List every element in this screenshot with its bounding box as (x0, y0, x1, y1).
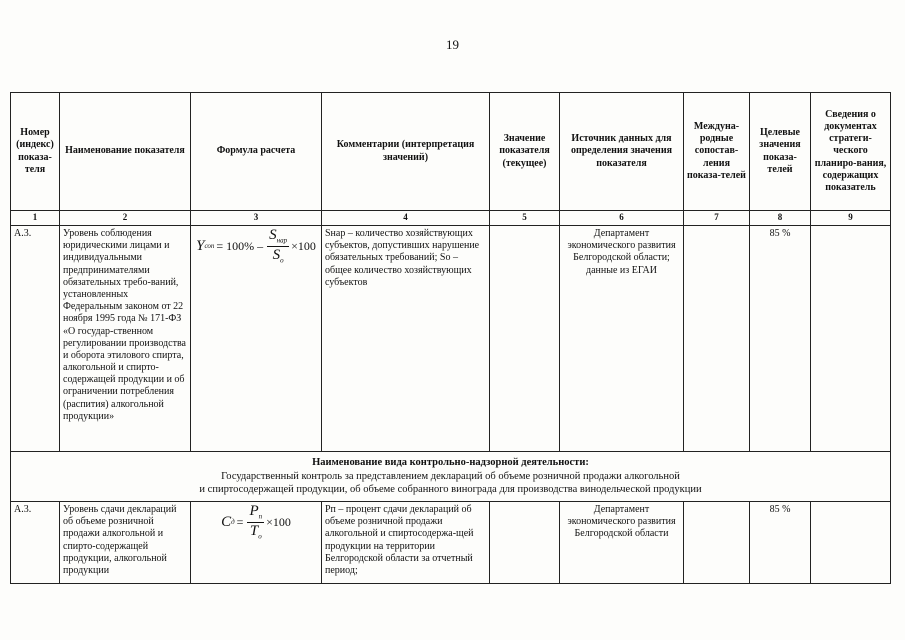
header-source: Источник данных для определения значения показателя (560, 93, 684, 211)
formula-fraction (267, 227, 289, 264)
section-line-2: и спиртосодержащей продукции, об объеме собранного винограда для производства винодельческой продукции (199, 484, 702, 496)
formula-den: S (272, 246, 281, 263)
column-number: 7 (684, 211, 750, 226)
header-index: Номер (индекс) показа-теля (11, 93, 60, 211)
planning-docs (811, 226, 891, 452)
table-row (11, 502, 891, 584)
section-title: Наименование вида контрольно-надзорной деятельности: (312, 457, 589, 469)
section-row (11, 452, 891, 502)
row-index: А.3. (11, 502, 60, 584)
formula-eq: = (236, 514, 244, 529)
target-value: 85 % (750, 226, 811, 452)
formula-cell (191, 502, 322, 584)
indicator-name: Уровень сдачи деклараций об объеме розничной продажи алкогольной и спирто-содержащей продукции, алкогольной продукции (60, 502, 191, 584)
header-docs: Сведения о документах стратеги-ческого планиро-вания, содержащих показатель (811, 93, 891, 211)
comment: Sнар – количество хозяйствующих субъектов, допустивших нарушение обязательных требований; Sо – общее количество хозяйствующих субъектов (322, 226, 490, 452)
formula-lhs-sub: д (231, 517, 235, 526)
formula-eq: = 100% – (216, 238, 264, 253)
column-number: 3 (191, 211, 322, 226)
formula-lhs-sub: соп (204, 241, 215, 250)
international-comparison (684, 226, 750, 452)
column-number: 6 (560, 211, 684, 226)
page-number: 19 (446, 37, 459, 52)
formula-tail: ×100 (291, 238, 316, 253)
header-target: Целевые значения показа-телей (750, 93, 811, 211)
header-comment: Комментарии (интерпретация значений) (322, 93, 490, 211)
international-comparison (684, 502, 750, 584)
current-value (490, 226, 560, 452)
formula-tail: ×100 (266, 514, 291, 529)
section-heading (11, 452, 891, 502)
target-value: 85 % (750, 502, 811, 584)
column-number: 9 (811, 211, 891, 226)
formula-num-sub: нар (276, 236, 288, 245)
data-source: Департамент экономического развития Белгородской области (560, 502, 684, 584)
header-name: Наименование показателя (60, 93, 191, 211)
formula-den: T (249, 522, 259, 539)
column-number-row (11, 211, 891, 226)
column-number: 8 (750, 211, 811, 226)
row-index: А.3. (11, 226, 60, 452)
column-number: 5 (490, 211, 560, 226)
formula-lhs: C (221, 513, 232, 530)
data-source: Департамент экономического развития Белгородской области; данные из ЕГАИ (560, 226, 684, 452)
section-line-1: Государственный контроль за представлением деклараций об объеме розничной продажи алкогольной (221, 470, 680, 482)
indicators-table (10, 92, 891, 584)
formula-num: S (269, 227, 277, 244)
current-value (490, 502, 560, 584)
formula-cell (191, 226, 322, 452)
header-current-value: Значение показателя (текущее) (490, 93, 560, 211)
formula-fraction (247, 503, 264, 540)
planning-docs (811, 502, 891, 584)
header-international: Междуна-родные сопостав-ления показа-телей (684, 93, 750, 211)
formula (194, 503, 318, 540)
indicator-name: Уровень соблюдения юридическими лицами и индивидуальными предпринимателями обязательных требо-ваний, установленных Федеральным законом от 22 ноября 1995 года № 171-ФЗ «О государ-ственном регулировании производства и оборота этилового спирта, алкогольной и спирто-содержащей продукции и об ограничении потребления (распития) алкогольной продукции» (60, 226, 191, 452)
column-number: 4 (322, 211, 490, 226)
formula-num: P (249, 503, 259, 520)
formula-lhs: Y (196, 237, 205, 254)
header-formula: Формула расчета (191, 93, 322, 211)
formula-den-sub: о (280, 255, 284, 264)
formula-num-sub: п (258, 512, 263, 521)
comment: Pп – процент сдачи деклараций об объеме розничной продажи алкогольной и спиртосодержа-щей продукции на территории Белгородской области за отчетный период; (322, 502, 490, 584)
table-row (11, 226, 891, 452)
column-number: 1 (11, 211, 60, 226)
header-row (11, 93, 891, 211)
column-number: 2 (60, 211, 191, 226)
formula-den-sub: о (258, 531, 262, 540)
formula (194, 227, 318, 264)
